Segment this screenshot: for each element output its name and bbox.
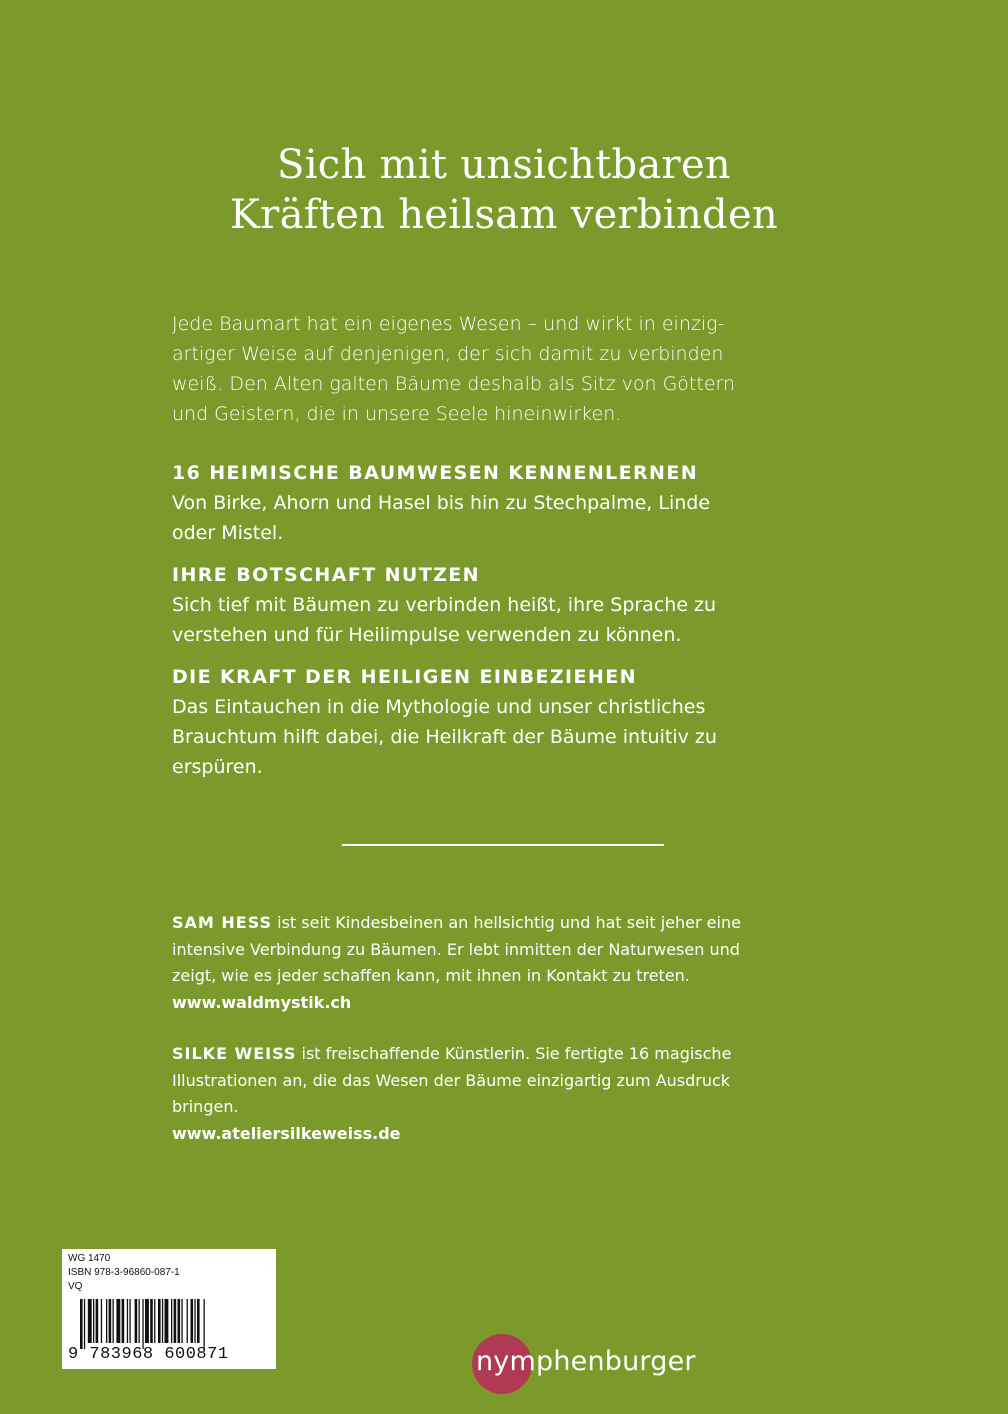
bio-first-line [172, 910, 852, 937]
divider-line [342, 844, 664, 846]
author-name: SAM HESS [172, 913, 273, 932]
intro-line: artiger Weise auf denjenigen, der sich damit zu verbinden [172, 343, 724, 365]
section-line: Von Birke, Ahorn und Hasel bis hin zu Stechpalme, Linde [172, 492, 711, 514]
section-line: Brauchtum hilft dabei, die Heilkraft der Bäume intuitiv zu [172, 726, 717, 748]
bio-line: bringen. [172, 1097, 239, 1116]
section-heilige [172, 662, 832, 782]
intro-paragraph [172, 309, 832, 429]
section-heading: IHRE BOTSCHAFT NUTZEN [172, 564, 480, 586]
section-botschaft [172, 560, 832, 650]
barcode-label [62, 1249, 276, 1369]
section-line: oder Mistel. [172, 522, 284, 544]
bio-text: ist seit Kindesbeinen an hellsichtig und hat seit jeher eine [272, 913, 741, 932]
intro-line: und Geistern, die in unsere Seele hineinwirken. [172, 403, 622, 425]
intro-line: weiß. Den Alten galten Bäume deshalb als Sitz von Göttern [172, 373, 736, 395]
bio-text: ist freischaffende Künstlerin. Sie fertigte 16 magische [296, 1044, 732, 1063]
section-body [172, 590, 832, 650]
wg-code: WG 1470 [68, 1253, 111, 1264]
author-name: SILKE WEISS [172, 1044, 297, 1063]
bio-line: Illustrationen an, die das Wesen der Bäume einzigartig zum Ausdruck [172, 1070, 731, 1090]
section-body [172, 488, 832, 548]
section-baumwesen [172, 458, 832, 548]
page-title [0, 140, 1008, 240]
intro-line: Jede Baumart hat ein eigenes Wesen – und wirkt in einzig- [172, 313, 725, 335]
author-bio-sam-hess [172, 910, 852, 1016]
author-bio-silke-weiss [172, 1041, 852, 1147]
publisher-logo [472, 1334, 732, 1394]
section-line: Sich tief mit Bäumen zu verbinden heißt, ihre Sprache zu [172, 594, 717, 616]
isbn-number: ISBN 978-3-96860-087-1 [68, 1267, 180, 1278]
barcode-digits: 9 783968 600871 [68, 1345, 229, 1364]
bio-first-line [172, 1041, 852, 1068]
section-heading: DIE KRAFT DER HEILIGEN EINBEZIEHEN [172, 666, 637, 688]
author-website-link[interactable]: www.ateliersilkeweiss.de [172, 1123, 401, 1143]
section-heading: 16 HEIMISCHE BAUMWESEN KENNENLERNEN [172, 462, 699, 484]
bio-line: zeigt, wie es jeder schaffen kann, mit ihnen in Kontakt zu treten. [172, 966, 690, 985]
author-website-link[interactable]: www.waldmystik.ch [172, 992, 352, 1012]
section-body [172, 692, 832, 782]
title-line-1: Sich mit unsichtbaren [277, 142, 731, 188]
title-line-2: Kräften heilsam verbinden [229, 192, 778, 238]
section-line: verstehen und für Heilimpulse verwenden zu können. [172, 624, 682, 646]
barcode-info [62, 1249, 276, 1294]
vq-code: VQ [68, 1281, 83, 1292]
section-line: Das Eintauchen in die Mythologie und unser christliches [172, 696, 706, 718]
barcode-icon [80, 1299, 260, 1349]
publisher-name: nymphenburger [476, 1346, 696, 1377]
bio-line: intensive Verbindung zu Bäumen. Er lebt inmitten der Naturwesen und [172, 939, 740, 959]
section-line: erspüren. [172, 756, 263, 778]
